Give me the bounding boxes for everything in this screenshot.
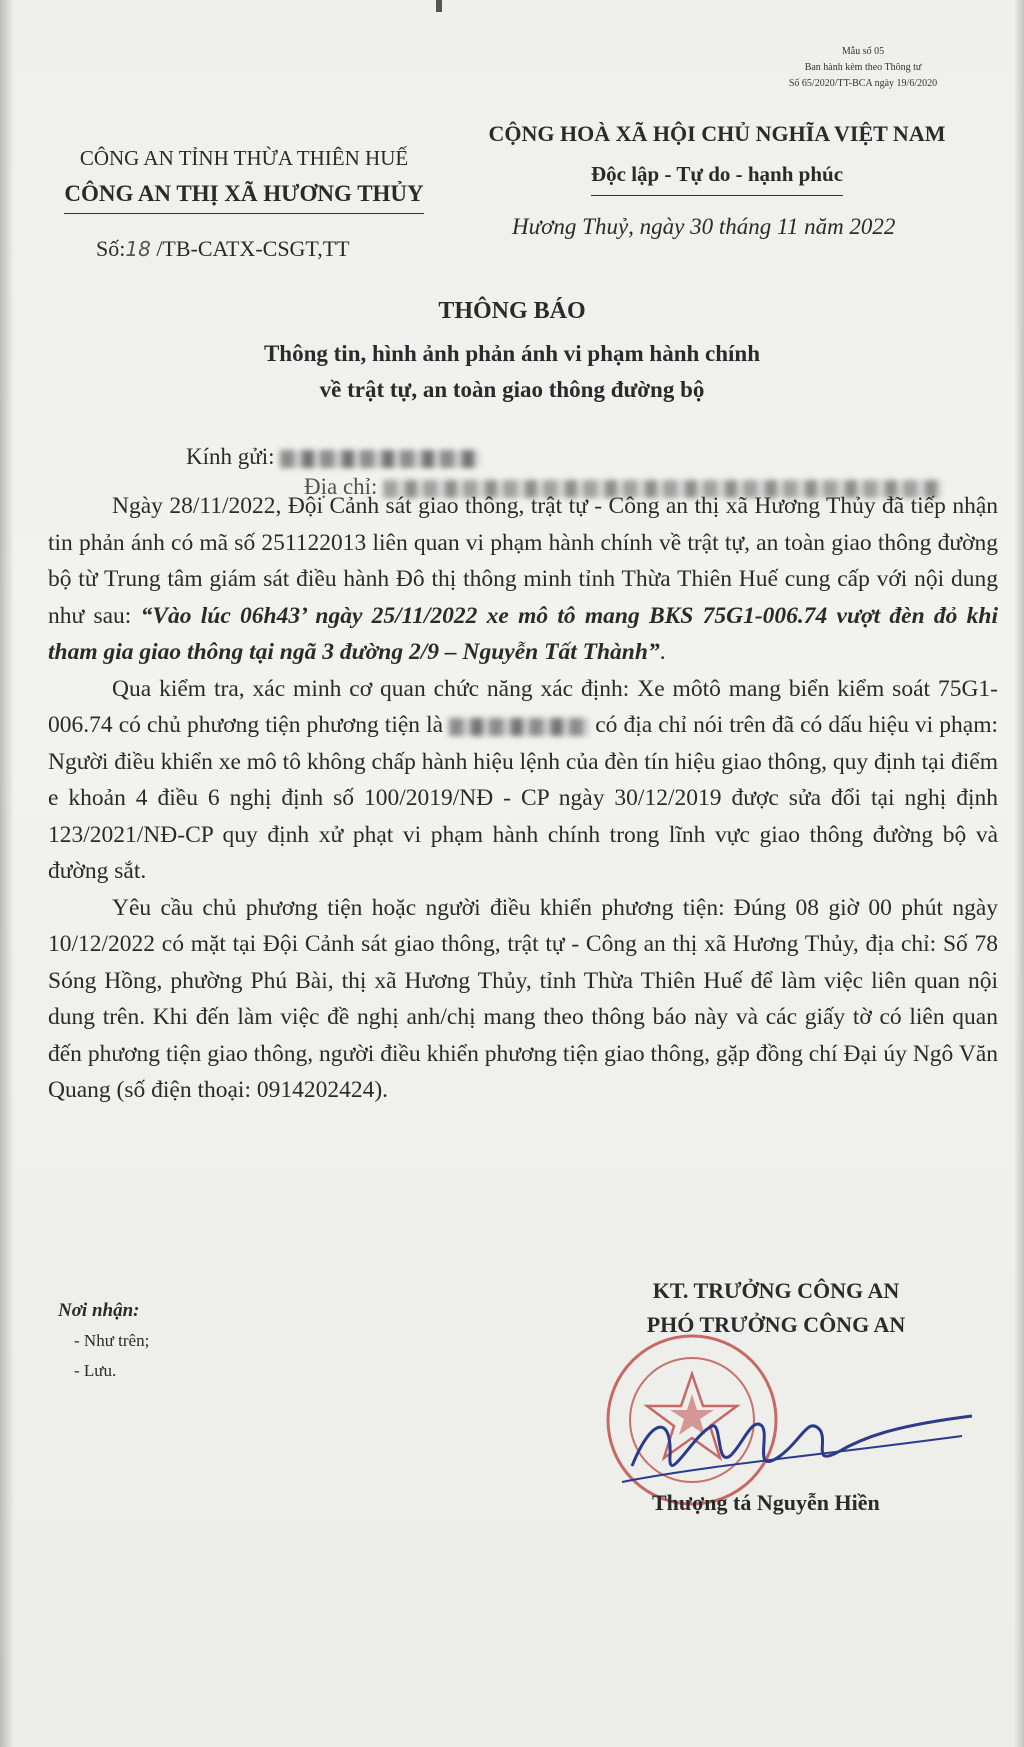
paragraph-summons: Yêu cầu chủ phương tiện hoặc người điều khiển phương tiện: Đúng 08 giờ 00 phút ngày 10/12/2022 có mặt tại Đội Cảnh sát giao thông, trật tự - Công an thị xã Hương Thủy, địa chỉ: Số 78 Sóng Hồng, phường Phú Bài, thị xã Hương Thủy, tỉnh Thừa Thiên Huế để làm việc liên quan nội dung trên. Khi đến làm việc đề nghị anh/chị mang theo thông báo này và các giấy tờ có liên quan đến phương tiện giao thông, người điều khiển phương tiện giao thông, gặp đồng chí Đại úy Ngô Văn Quang (số điện thoại: 0914202424). — [48, 894, 998, 1103]
form-note-line: Số 65/2020/TT-BCA ngày 19/6/2020 — [788, 78, 938, 89]
receiver-item: - Lưu. — [74, 1361, 117, 1380]
redacted-name — [280, 450, 480, 468]
form-note-line: Mẫu số 05 — [841, 46, 885, 57]
paragraph-intake — [48, 488, 998, 671]
subtitle-line: Thông tin, hình ảnh phản ánh vi phạm hành chính — [263, 341, 761, 366]
national-heading — [462, 114, 972, 196]
paper-mark — [436, 0, 442, 12]
national-motto: Độc lập - Tự do - hạnh phúc — [591, 154, 843, 196]
form-note — [758, 44, 968, 92]
agency-parent: CÔNG AN TỈNH THỪA THIÊN HUẾ — [79, 146, 409, 170]
signer-name: Thượng tá Nguyễn Hiền — [652, 1490, 880, 1515]
signature-subtitle: PHÓ TRƯỞNG CÔNG AN — [646, 1312, 906, 1337]
page-shadow-right — [1014, 0, 1024, 1747]
recipient-line — [186, 444, 480, 470]
receivers-block — [58, 1296, 149, 1386]
number-handwritten: 18 — [125, 237, 151, 261]
intake-end: . — [659, 639, 666, 665]
verification-text: Qua kiểm tra, xác minh cơ quan chức năng xác định: Xe môtô mang biển kiểm soát 75G1-006.74 có chủ phương tiện phương tiện là — [48, 675, 998, 738]
number-prefix: Số: — [96, 236, 126, 261]
date-line: Hương Thuỷ, ngày 30 tháng 11 năm 2022 — [512, 214, 896, 239]
verification-text-cont: có địa chỉ nói trên đã có dấu hiệu vi phạm: Người điều khiển xe mô tô không chấp hành hiệu lệnh của đèn tín hiệu giao thông, quy định tại điểm e khoản 4 điều 6 nghị định số 100/2019/NĐ - CP ngày 30/12/2019 được sửa đổi tại nghị định 123/2021/NĐ-CP quy định xử phạt vi phạm hành chính trong lĩnh vực giao thông đường bộ và đường sắt. — [48, 712, 999, 884]
violation-quote: “Vào lúc 06h43’ ngày 25/11/2022 xe mô tô mang BKS 75G1-006.74 vượt đèn đỏ khi tham gia giao thông tại ngã 3 đường 2/9 – Nguyễn Tất Thành” — [48, 602, 998, 665]
notice-body — [48, 488, 998, 1109]
paragraph-verification — [48, 671, 998, 890]
issuing-agency — [44, 140, 444, 214]
country-name: CỘNG HOÀ XÃ HỘI CHỦ NGHĨA VIỆT NAM — [488, 121, 946, 146]
address-label: Địa chỉ: — [304, 474, 378, 499]
intake-text: Ngày 28/11/2022, Đội Cảnh sát giao thông, trật tự - Công an thị xã Hương Thủy đã tiếp nhận tin phản ánh có mã số 251122013 liên quan vi phạm hành chính về trật tự, an toàn giao thông đường bộ từ Trung tâm giám sát điều hành Đô thị thông minh tỉnh Thừa Thiên Huế cung cấp với nội dung như sau: — [48, 493, 998, 629]
redacted-owner — [449, 718, 589, 736]
document-subtitle — [0, 336, 1024, 408]
form-note-line: Ban hành kèm theo Thông tư — [804, 62, 922, 73]
signature-title: KT. TRƯỞNG CÔNG AN — [652, 1278, 900, 1303]
receivers-title: Nơi nhận: — [58, 1300, 140, 1321]
number-suffix: /TB-CATX-CSGT,TT — [150, 236, 350, 261]
page-shadow-left — [0, 0, 14, 1747]
subtitle-line: về trật tự, an toàn giao thông đường bộ — [319, 377, 705, 402]
document-title: THÔNG BÁO — [438, 298, 586, 324]
receiver-item: - Như trên; — [74, 1331, 150, 1350]
agency-name: CÔNG AN THỊ XÃ HƯƠNG THỦY — [64, 176, 423, 214]
document-number — [96, 236, 350, 262]
recipient-label: Kính gửi: — [186, 444, 275, 469]
